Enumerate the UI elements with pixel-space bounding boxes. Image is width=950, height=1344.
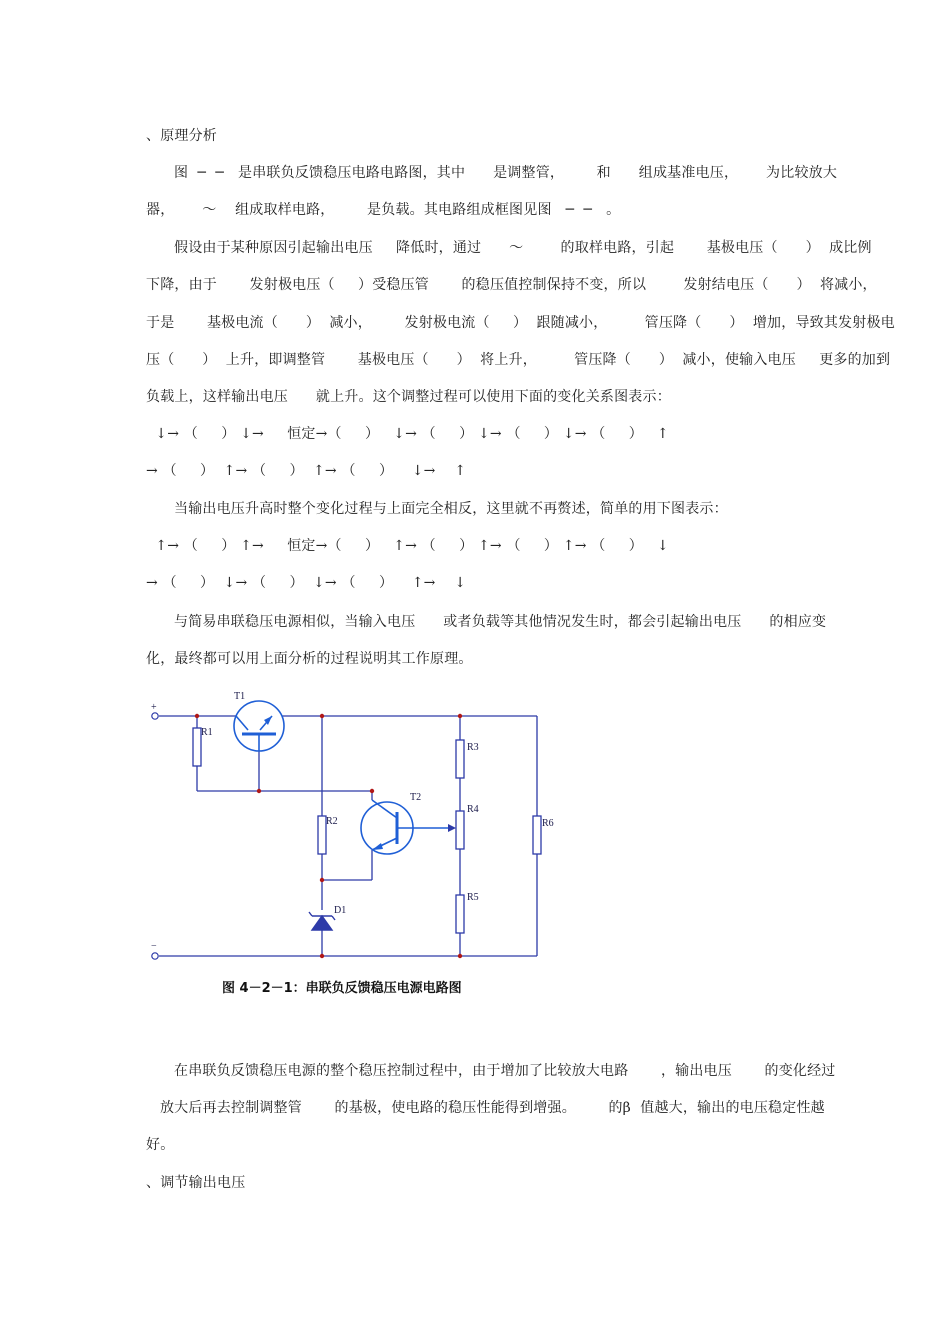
paragraph-line: 假设由于某种原因引起输出电压 降低时，通过 ～ 的取样电路，引起 基极电压（ ） 成比例: [174, 240, 872, 256]
paragraph-line: 在串联负反馈稳压电源的整个稳压控制过程中，由于增加了比较放大电路 ，输出电压 的变化经过: [174, 1063, 836, 1079]
section-heading-adjust-output: 、调节输出电压: [146, 1175, 246, 1191]
paragraph-line: 与简易串联稳压电源相似，当输入电压 或者负载等其他情况发生时，都会引起输出电压 的相应变: [174, 614, 827, 630]
transistor-t1-icon: [234, 701, 284, 751]
paragraph-line: 器， ～ 组成取样电路， 是负载。其电路组成框图见图 ─ ─ 。: [146, 202, 621, 218]
resistor-r1-icon: [193, 728, 201, 766]
change-chain-line: → （ ） ↑→ （ ） ↑→ （ ） ↓→ ↑: [146, 463, 467, 479]
terminal-plus-icon: [152, 713, 158, 719]
resistor-r2-icon: [318, 816, 326, 854]
zener-diode-d1-icon: [309, 912, 335, 930]
label-r5: R5: [467, 892, 479, 903]
circuit-wires: [159, 716, 537, 956]
label-r1: R1: [201, 727, 213, 738]
label-r4: R4: [467, 804, 479, 815]
resistor-r5-icon: [456, 895, 464, 933]
circuit-nodes: [195, 714, 462, 958]
change-chain-line: ↓→ （ ） ↓→ 恒定→（ ） ↓→ （ ） ↓→ （ ） ↓→ （ ） ↑: [146, 426, 669, 442]
minus-label: −: [151, 941, 157, 952]
resistor-r6-icon: [533, 816, 541, 854]
figure-caption: 图 4－2－1：串联负反馈稳压电源电路图: [222, 981, 462, 996]
label-r3: R3: [467, 742, 479, 753]
label-t2: T2: [410, 792, 422, 803]
change-chain-line: → （ ） ↓→ （ ） ↓→ （ ） ↑→ ↓: [146, 575, 467, 591]
label-r2: R2: [326, 816, 338, 827]
resistor-r3-icon: [456, 740, 464, 778]
change-chain-line: ↑→ （ ） ↑→ 恒定→（ ） ↑→ （ ） ↑→ （ ） ↑→ （ ） ↓: [146, 538, 669, 554]
wiper-arrow-icon: [448, 824, 456, 832]
paragraph-line: 下降，由于 发射极电压（ ）受稳压管 的稳压值控制保持不变，所以 发射结电压（ ） 将减小，: [146, 277, 877, 293]
paragraph-line: 于是 基极电流（ ） 减小， 发射极电流（ ） 跟随减小， 管压降（ ） 增加，导致其发射极电: [146, 315, 895, 331]
label-d1: D1: [334, 905, 347, 916]
paragraph-line: 当输出电压升高时整个变化过程与上面完全相反，这里就不再赘述，简单的用下图表示：: [174, 501, 728, 517]
label-r6: R6: [542, 818, 554, 829]
potentiometer-r4-icon: [456, 811, 464, 849]
paragraph-line: 放大后再去控制调整管 的基极，使电路的稳压性能得到增强。 的β 值越大，输出的电压稳定性越: [146, 1100, 825, 1116]
paragraph-line: 负载上，这样输出电压 就上升。这个调整过程可以使用下面的变化关系图表示：: [146, 389, 671, 405]
section-heading-principle: 、原理分析: [146, 128, 217, 144]
paragraph-line: 压（ ） 上升，即调整管 基极电压（ ） 将上升， 管压降（ ） 减小，使输入电压 更多的加到: [146, 352, 891, 368]
label-t1: T1: [234, 691, 246, 702]
paragraph-line: 化，最终都可以用上面分析的过程说明其工作原理。: [146, 651, 473, 667]
terminal-minus-icon: [152, 953, 158, 959]
paragraph-line: 图 ─ ─ 是串联负反馈稳压电路电路图，其中 是调整管， 和 组成基准电压， 为比较放大: [174, 165, 838, 181]
plus-label: +: [151, 702, 157, 713]
transistor-t2-icon: [361, 800, 454, 854]
paragraph-line: 好。: [146, 1137, 175, 1153]
circuit-diagram: [140, 690, 560, 980]
